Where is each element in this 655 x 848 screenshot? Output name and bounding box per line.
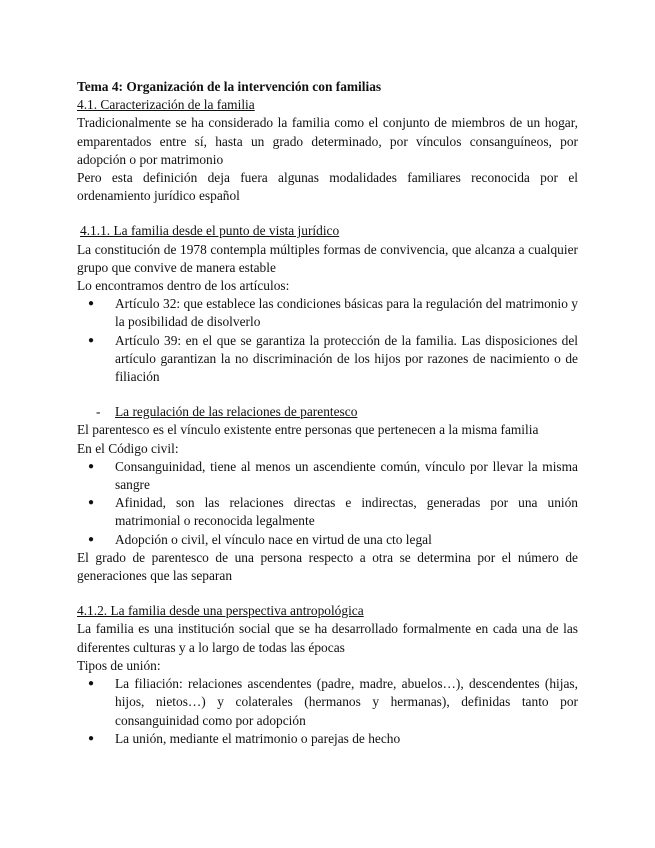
list-item: ● La filiación: relaciones ascendentes (padre, madre, abuelos…), descendentes (hijas, hijos, nietos…) y colaterales (hermanos y hermanas), definidas tanto por consanguinidad como por adopción xyxy=(88,676,578,728)
articles-list xyxy=(77,295,578,386)
bullet-icon: ● xyxy=(88,497,95,509)
union-types-list xyxy=(77,675,578,748)
dash-marker: - xyxy=(96,404,101,420)
document-body xyxy=(77,78,578,748)
list-item: ● Artículo 39: en el que se garantiza la protección de la familia. Las disposiciones del artículo garantizan la no discriminación de los hijos por razones de nacimiento o de filiación xyxy=(88,332,578,385)
section-heading-4-1-2: 4.1.2. La familia desde una perspectiva antropológica xyxy=(77,603,364,619)
bullet-icon: ● xyxy=(88,298,95,310)
paragraph: La constitución de 1978 contempla múltiples formas de convivencia, que alcanza a cualquier grupo que convive de manera estable xyxy=(77,241,578,275)
bullet-icon: ● xyxy=(88,678,95,690)
section-heading-4-1-1: 4.1.1. La familia desde el punto de vista jurídico xyxy=(80,223,340,239)
kinship-types-list xyxy=(77,458,578,549)
bullet-icon: ● xyxy=(88,460,95,472)
paragraph: La familia es una institución social que se ha desarrollado formalmente en cada una de las diferentes culturas y a lo largo de todas las épocas xyxy=(77,621,578,655)
list-item: ● Consanguinidad, tiene al menos un ascendiente común, vínculo por llevar la misma sangre xyxy=(88,458,578,493)
paragraph: El grado de parentesco de una persona respecto a otra se determina por el número de generaciones que las separan xyxy=(77,549,578,584)
page-title: Tema 4: Organización de la intervención con familias xyxy=(77,79,382,94)
subsection-heading-parentesco: - La regulación de las relaciones de parentesco xyxy=(77,403,578,421)
list-item: ● Artículo 32: que establece las condiciones básicas para la regulación del matrimonio y la posibilidad de disolverlo xyxy=(88,296,578,330)
list-item: ● Adopción o civil, el vínculo nace en virtud de una cto legal xyxy=(77,531,578,549)
section-heading-4-1: 4.1. Caracterización de la familia xyxy=(77,97,255,113)
bullet-icon: ● xyxy=(88,334,95,346)
paragraph: En el Código civil: xyxy=(77,440,179,456)
paragraph: Tradicionalmente se ha considerado la familia como el conjunto de miembros de un hogar, emparentados entre sí, hasta un grado determinado, por vínculos consanguíneos, por adopción o por matrimonio xyxy=(77,115,578,167)
paragraph: Tipos de unión: xyxy=(77,657,161,673)
list-item: ● Afinidad, son las relaciones directas e indirectas, generadas por una unión matrimonial o reconocida legalmente xyxy=(88,495,578,529)
paragraph: Pero esta definición deja fuera algunas modalidades familiares reconocida por el ordenamiento jurídico español xyxy=(77,170,578,204)
bullet-icon: ● xyxy=(88,732,95,744)
list-item: ● La unión, mediante el matrimonio o parejas de hecho xyxy=(77,730,578,748)
paragraph: Lo encontramos dentro de los artículos: xyxy=(77,278,290,294)
bullet-icon: ● xyxy=(88,533,95,545)
paragraph: El parentesco es el vínculo existente entre personas que pertenecen a la misma familia xyxy=(77,422,539,438)
